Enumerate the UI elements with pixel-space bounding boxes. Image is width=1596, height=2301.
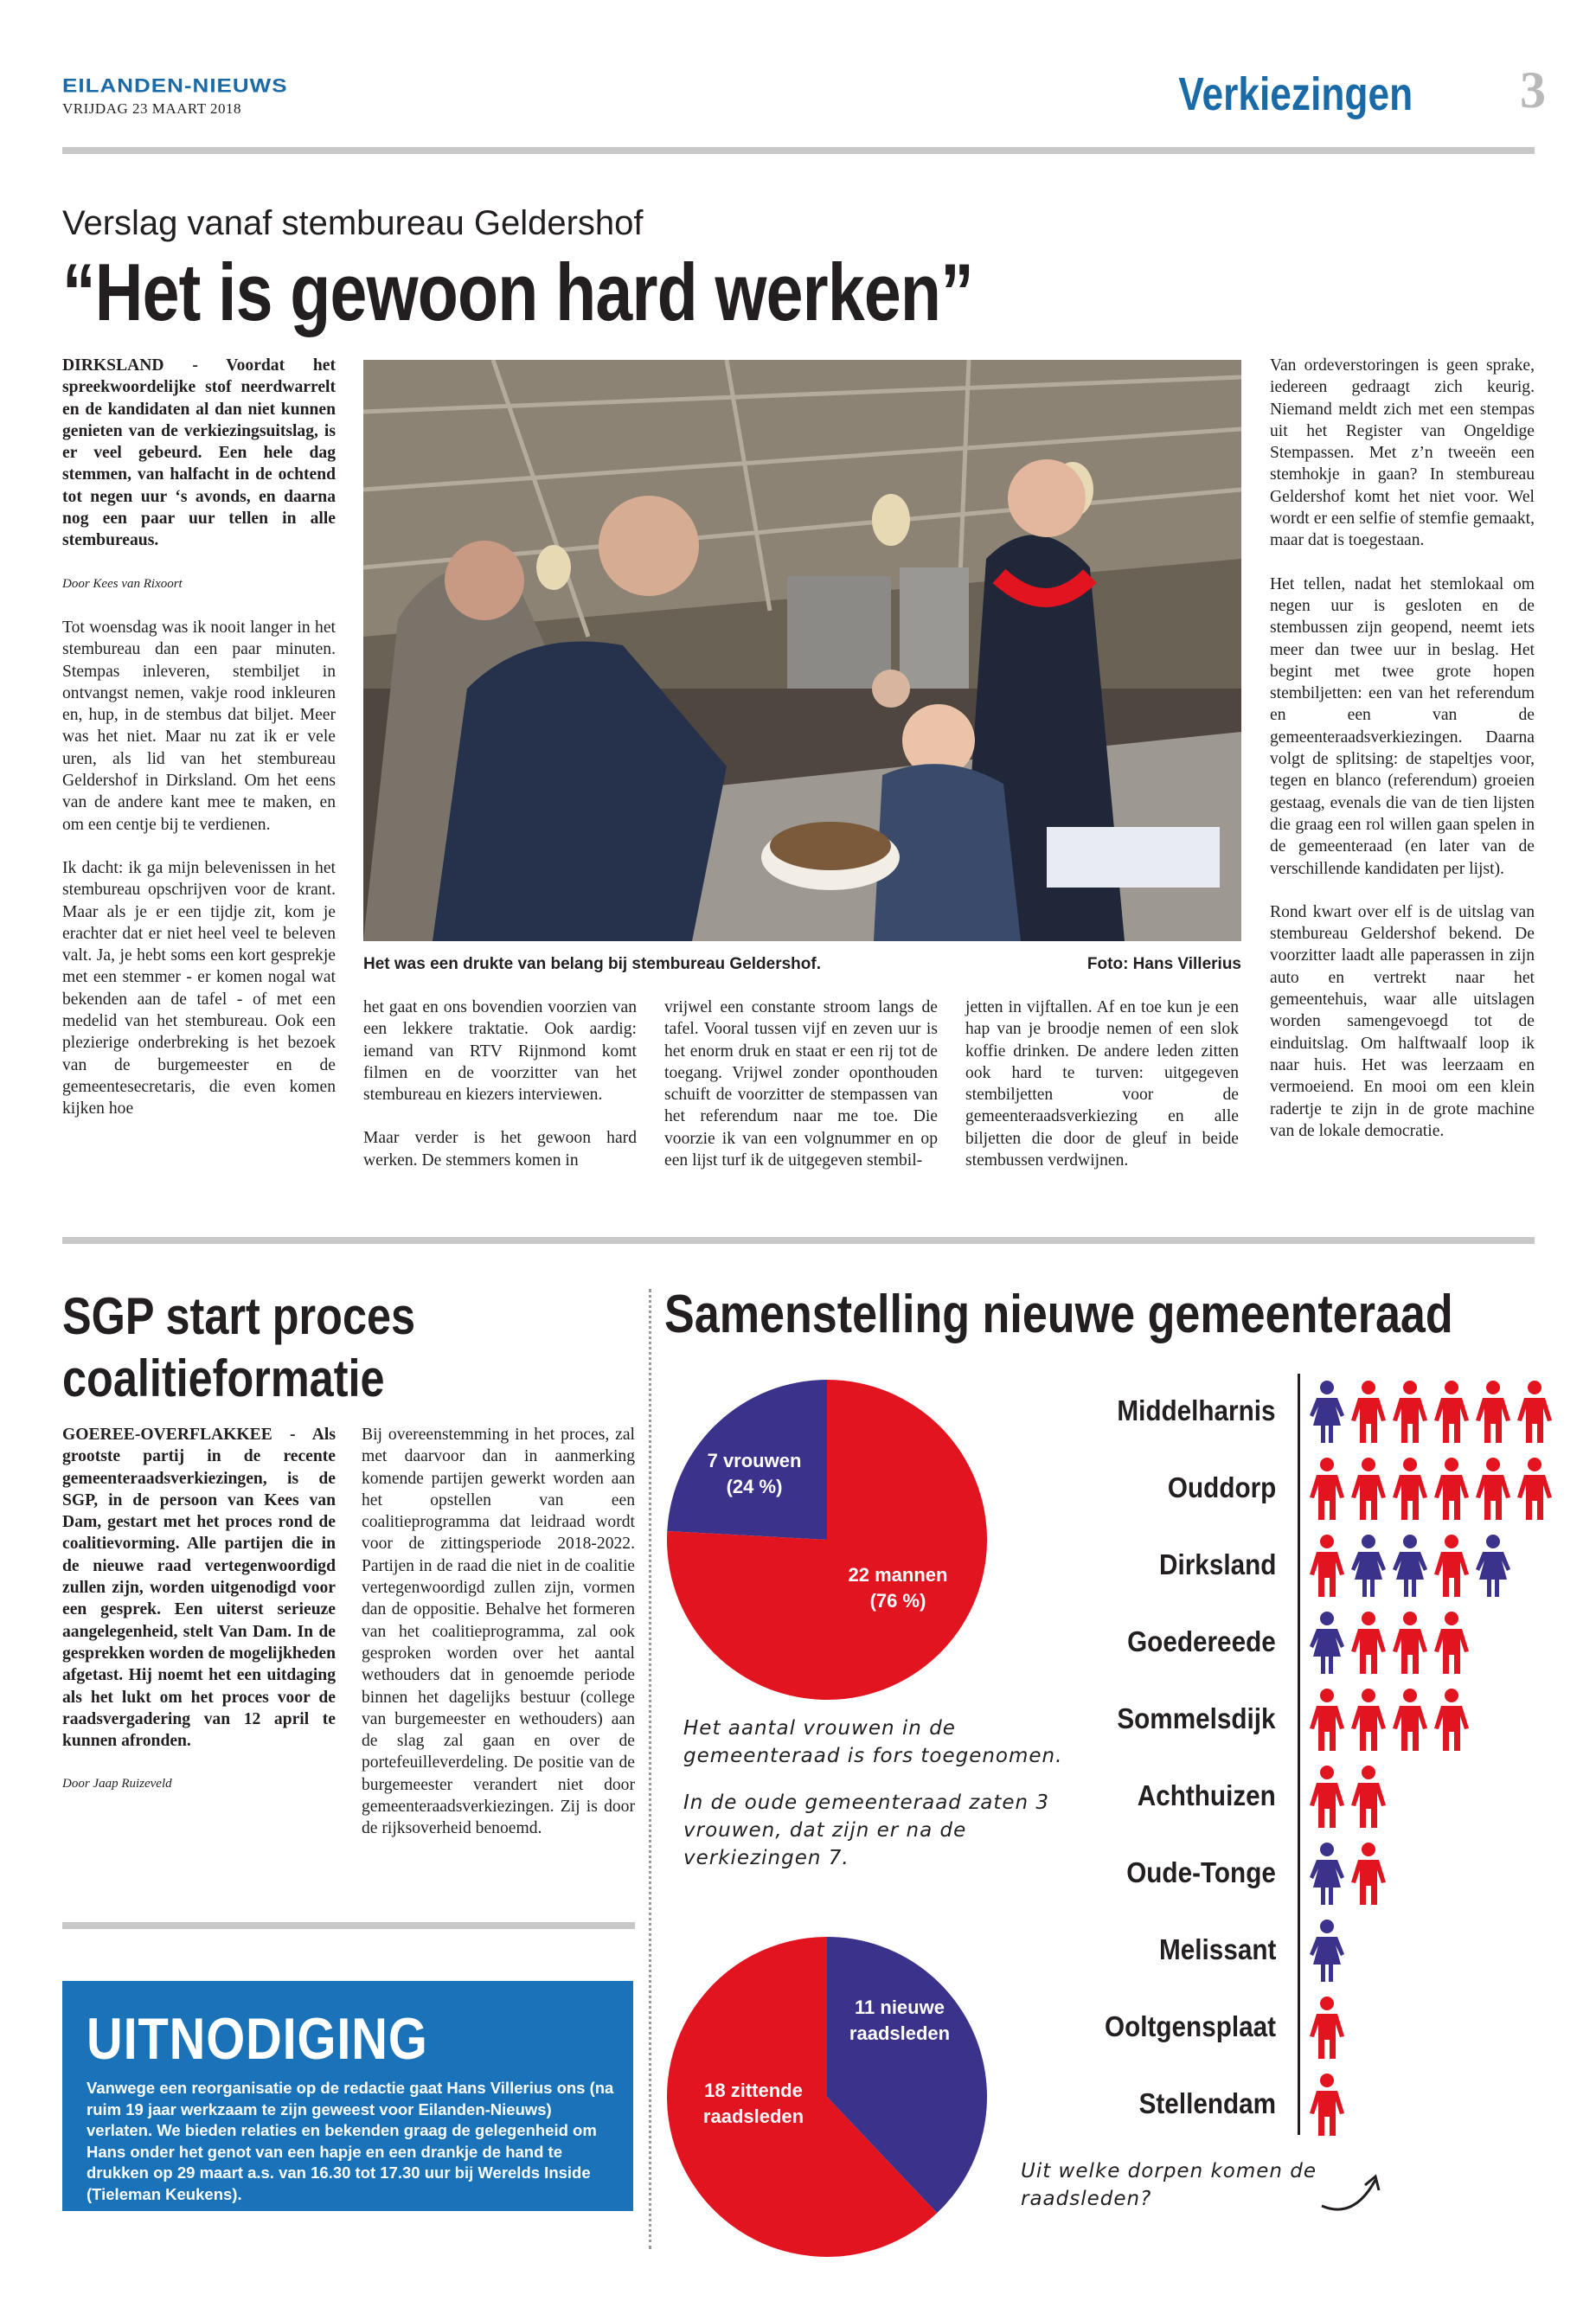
male-council-member-icon (1310, 1997, 1344, 2059)
village-label: Goedereede (1127, 1625, 1276, 1657)
label-line: 7 vrouwen (707, 1450, 802, 1471)
label-line: (76 %) (869, 1590, 926, 1612)
label-line: 22 mannen (848, 1564, 948, 1586)
label-line: (24 %) (726, 1476, 783, 1497)
male-council-member-icon (1351, 1612, 1386, 1674)
article-column-2 (363, 997, 637, 1193)
male-council-member-icon (1310, 1689, 1344, 1751)
male-council-member-icon (1393, 1689, 1427, 1751)
article-column-5 (1270, 355, 1535, 1163)
article-paragraph: Het tellen, nadat het stemlokaal om negen uur is gesloten en de stembussen zijn geopend, neemt iets meer dan twee uur in beslag. Het begint met twee grote hopen stembiljetten: een van het referendum en een van de gemeenteraadsverkiezingen. Daarna volgt de splitsing: de stapeltjes voor, tegen en blanco (referendum) groeien gestaag, evenals die van de tien lijsten die graag een rol willen gaan spelen in de gemeenteraad (en later van de verschillende kandidaten per lijst). (1270, 574, 1535, 878)
photo-illustration (363, 360, 1241, 941)
female-council-member-icon (1310, 1612, 1344, 1674)
pictogram-axis (1298, 1374, 1300, 2135)
article-paragraph: vrijwel een constante stroom langs de tafel. Vooral tussen vijf en zeven uur is het enorm druk en staat er een rij tot de toegang. Vrijwel zonder oponthouden schuift de voorzitter de stempassen van het referendum naar me toe. Die voorzie ik van een volgnummer en op een lijst turf ik de uitgegeven stembil- (664, 998, 938, 1170)
label-line: 18 zittende (704, 2080, 803, 2101)
village-label: Ouddorp (1167, 1471, 1276, 1503)
article-byline: Door Kees van Rixoort (62, 576, 183, 591)
pie-label-women (702, 1448, 806, 1500)
article-photo (363, 360, 1241, 941)
newspaper-logo: EILANDEN-NIEUWS (62, 74, 288, 97)
male-council-member-icon (1310, 2073, 1344, 2136)
male-council-member-icon (1434, 1381, 1469, 1443)
sgp-lead: GOEREE-OVERFLAKKEE - Als grootste partij in de recente gemeenteraadsverkiezingen, is de SGP, in de persoon van Kees van Dam, gestart met het proces rond de coalitievorming. Alle partijen die in de nieuwe raad vertegenwoordigd zullen zijn, worden uitgenodigd voor een gesprek. Een uiterst serieuze aangelegenheid, stelt Van Dam. In de gesprekken worden de mogelijkheden afgetast. Hij noemt het een uitdaging als het lukt om het proces voor de raadsvergadering van 12 april te kunnen afronden. (62, 1426, 336, 1751)
invitation-title: UITNODIGING (87, 2006, 428, 2072)
male-council-member-icon (1351, 1689, 1386, 1751)
article-headline: “Het is gewoon hard werken” (62, 247, 973, 337)
male-council-member-icon (1517, 1458, 1552, 1520)
article-kicker: Verslag vanaf stembureau Geldershof (62, 204, 644, 242)
article-paragraph: Maar verder is het gewoon hard werken. De stemmers komen in (363, 1129, 637, 1170)
pie-label-men (829, 1562, 967, 1614)
male-council-member-icon (1434, 1689, 1469, 1751)
village-label: Ooltgensplaat (1104, 2010, 1276, 2042)
invitation-box (62, 1981, 633, 2211)
male-council-member-icon (1310, 1535, 1344, 1597)
curved-arrow-icon (1315, 2163, 1393, 2223)
pie-label-sitting (689, 2078, 818, 2130)
village-label: Oude-Tonge (1126, 1856, 1276, 1888)
sgp-headline: SGP start proces coalitieformatie (62, 1287, 416, 1407)
female-council-member-icon (1310, 1920, 1344, 1982)
female-council-member-icon (1351, 1535, 1386, 1597)
village-label: Sommelsdijk (1117, 1702, 1276, 1734)
male-council-member-icon (1393, 1458, 1427, 1520)
male-council-member-icon (1351, 1766, 1386, 1828)
male-council-member-icon (1476, 1381, 1510, 1443)
page-number: 3 (1520, 61, 1546, 119)
male-council-member-icon (1351, 1458, 1386, 1520)
female-council-member-icon (1310, 1843, 1344, 1905)
article-paragraph: Ik dacht: ik ga mijn belevenissen in het stembureau opschrijven voor de krant. Maar als je er een tijdje zit, kom je erachter dat er niet heel veel te beleven valt. Ja, je hebt soms een kort gesprekje met een stemmer - er komen nogal wat bekenden aan de tafel - of met een medelid van het stembureau. Ook een plezierige onderbreking is het bezoek van de burgemeester en de gemeentesecretaris, die even komen kijken hoe (62, 858, 336, 1118)
handwritten-note-women: Het aantal vrouwen in de gemeenteraad is fors toegenomen. (683, 1717, 1063, 1767)
male-council-member-icon (1434, 1612, 1469, 1674)
photo-caption (363, 955, 1241, 974)
village-label: Dirksland (1158, 1548, 1276, 1580)
female-council-member-icon (1310, 1381, 1344, 1443)
male-council-member-icon (1434, 1458, 1469, 1520)
article-column-1 (62, 355, 336, 1142)
village-label: Stellendam (1138, 2087, 1276, 2119)
sgp-paragraph: Bij overeenstemming in het proces, zal met daarvoor dan in aanmerking komende partijen gewerkt worden aan het opstellen van een coalitieprogramma dat leidraad wordt voor de zittingsperiode 2018-2022. Partijen in de raad die niet in de coalitie vertegenwoordigd zullen zijn, vormen dan de oppositie. Behalve het formeren van het coalitieprogramma, zal ook gesproken worden over het aantal wethouders dat in genoemde periode binnen het dagelijks bestuur (college van burgemeester en wethouders) aan de slag zal gaan en over de portefeuilleverdeling. De positie van de burgemeester verandert niet door gemeenteraadsverkiezingen. Zij is door de rijksoverheid benoemd. (362, 1426, 635, 1838)
column-separator (649, 1289, 651, 2249)
article-paragraph: jetten in vijftallen. Af en toe kun je een hap van je broodje nemen of een slok koffie drinken. De andere leden zitten ook hard te turven: uitgegeven stembiljetten voor de gemeenteraadsverkiezing en alle biljetten die door de gleuf in beide stembussen verdwijnen. (965, 998, 1239, 1170)
article-paragraph: Tot woensdag was ik nooit langer in het stembureau dan een paar minuten. Stempas inleveren, stembiljet in ontvangst nemen, vakje rood inkleuren en, hup, in de stembus dat biljet. Meer was het niet. Maar nu zat ik er vele uren, als lid van het stembureau Geldershof in Dirksland. Om het eens van de andere kant mee te maken, en om een centje bij te verdienen. (62, 618, 336, 834)
label-line: 11 nieuwe (855, 1997, 945, 2018)
sgp-column-1 (62, 1424, 336, 1817)
male-council-member-icon (1476, 1458, 1510, 1520)
label-line: raadsleden (849, 2022, 951, 2044)
male-council-member-icon (1351, 1381, 1386, 1443)
article-lead: DIRKSLAND - Voordat het spreekwoordelijke stof neerdwarrelt en de kandidaten al dan niet kunnen genieten van de verkiezingsuitslag, is er veel gebeurd. Een hele dag stemmen, van halfacht in de ochtend tot negen uur ‘s avonds, en daarna nog een paar uur tellen in alle stembureaus. (62, 356, 336, 550)
village-label: Achthuizen (1137, 1779, 1276, 1811)
male-council-member-icon (1310, 1766, 1344, 1828)
sgp-divider (62, 1922, 635, 1929)
header-rule (62, 147, 1535, 154)
male-council-member-icon (1434, 1535, 1469, 1597)
article-paragraph: het gaat en ons bovendien voorzien van een lekkere traktatie. Ook aardig: iemand van RTV Rijnmond komt filmen en de voorzitter van het stembureau en kiezers interviewen. (363, 998, 637, 1105)
male-council-member-icon (1351, 1843, 1386, 1905)
sgp-column-2 (362, 1424, 635, 1862)
pictogram-chart (1306, 1374, 1566, 2144)
sgp-byline: Door Jaap Ruizeveld (62, 1777, 172, 1791)
male-council-member-icon (1517, 1381, 1552, 1443)
photo-credit: Foto: Hans Villerius (1086, 955, 1241, 973)
caption-text: Het was een drukte van belang bij stembureau Geldershof. (363, 955, 821, 973)
invitation-text: Vanwege een reorganisatie op de redactie gaat Hans Villerius ons (na ruim 19 jaar werkzaam te zijn geweest voor Eilanden-Nieuws) verlaten. We bieden relaties en bekenden graag de gelegenheid om Hans onder het genot van een hapje en een drankje de hand te drukken op 29 maart a.s. van 16.30 tot 17.30 uur bij Werelds Inside (Tieleman Keukens). (87, 2079, 614, 2203)
article-paragraph: Van ordeverstoringen is geen sprake, iedereen gedraagt zich keurig. Niemand meldt zich met een stempas uit het Register van Ongeldige Stempassen. Met z’n tweeën een stemhokje in gaan? In stembureau Geldershof komt het niet voor. Wel wordt er een selfie of stemfie gemaakt, maar dat is toegestaan. (1270, 356, 1535, 550)
village-label: Melissant (1158, 1933, 1276, 1965)
male-council-member-icon (1393, 1381, 1427, 1443)
handwritten-note-villages: Uit welke dorpen komen de raadsleden? (1021, 2160, 1317, 2210)
article-column-4 (965, 997, 1239, 1193)
pie-label-new (830, 1995, 969, 2047)
female-council-member-icon (1476, 1535, 1510, 1597)
village-label: Middelharnis (1117, 1394, 1276, 1426)
pie-gender (663, 1375, 991, 1704)
infographic-title: Samenstelling nieuwe gemeenteraad (664, 1285, 1453, 1344)
section-title: Verkiezingen (1178, 68, 1413, 120)
male-council-member-icon (1310, 1458, 1344, 1520)
section-divider (62, 1237, 1535, 1244)
male-council-member-icon (1393, 1612, 1427, 1674)
label-line: raadsleden (702, 2106, 804, 2127)
issue-date: VRIJDAG 23 MAART 2018 (62, 100, 242, 117)
article-paragraph: Rond kwart over elf is de uitslag van stembureau Geldershof bekend. De voorzitter laadt alle paperassen in zijn auto en vertrekt naar het gemeentehuis, waar alle uitslagen worden samengevoegd tot de einduitslag. Om halftwaalf loop ik naar huis. Het was leerzaam en vermoeiend. En mooi om een klein radertje te zijn in de grote machine van de lokale democratie. (1270, 902, 1535, 1140)
article-column-3 (664, 997, 938, 1193)
handwritten-note-old-council: In de oude gemeenteraad zaten 3 vrouwen, dat zijn er na de verkiezingen 7. (683, 1791, 1050, 1869)
female-council-member-icon (1393, 1535, 1427, 1597)
